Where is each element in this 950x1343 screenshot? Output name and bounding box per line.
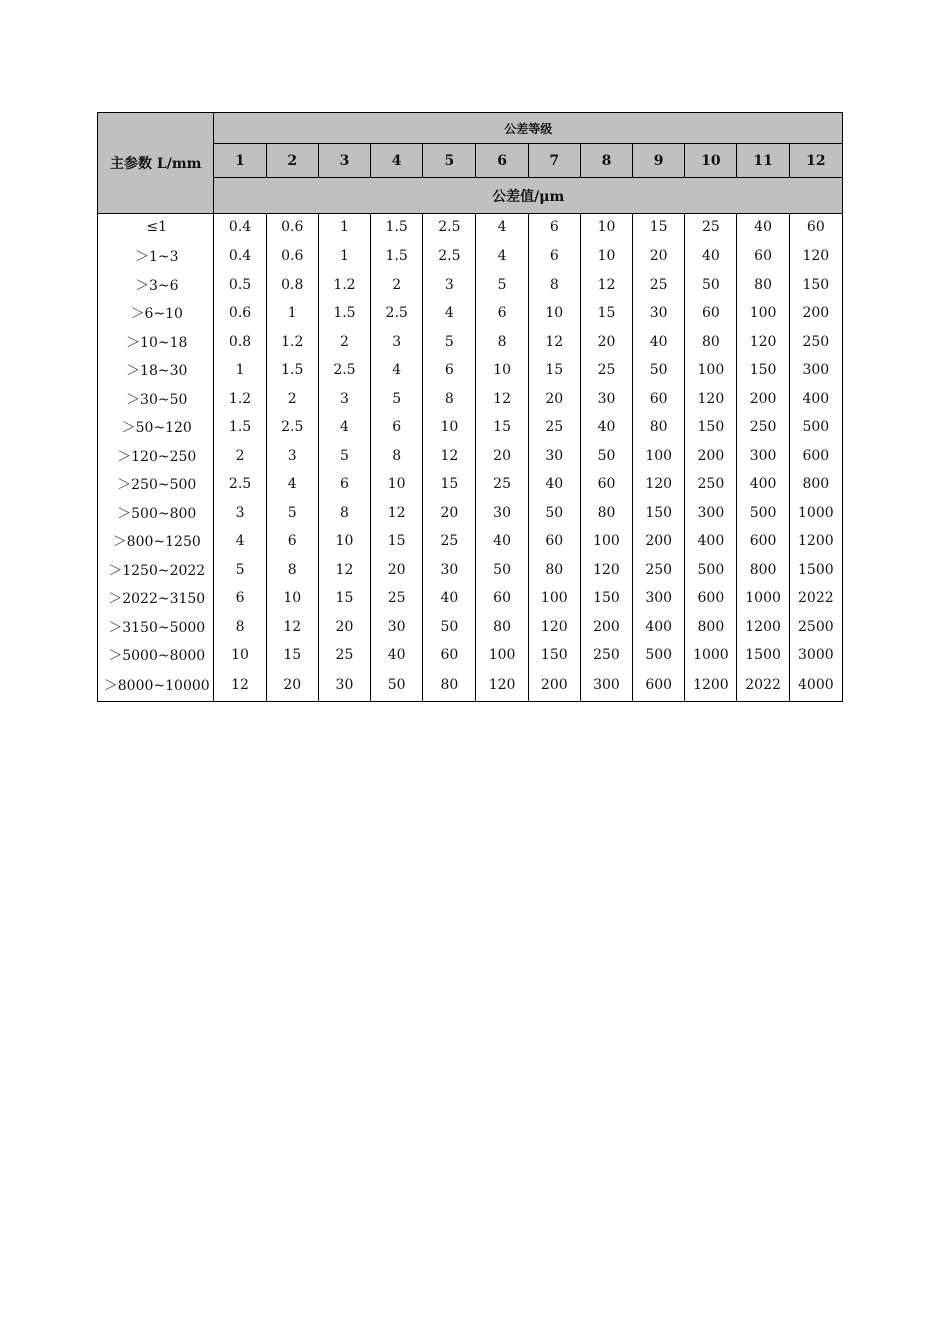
value-cell: 5	[266, 499, 318, 528]
value-cell: 1	[318, 214, 370, 241]
value-cell: 800	[737, 556, 789, 585]
value-cell: 1.2	[318, 271, 370, 300]
value-cell: 15	[528, 356, 580, 385]
value-cell: 0.6	[266, 241, 318, 271]
range-cell: ＞3~6	[98, 271, 214, 300]
range-cell: ＞6~10	[98, 299, 214, 328]
value-cell: 200	[580, 613, 632, 642]
value-cell: 4	[476, 241, 528, 271]
value-cell: 6	[528, 241, 580, 271]
grade-number-cell: 10	[685, 144, 737, 178]
value-cell: 300	[580, 670, 632, 702]
range-cell: ＞250~500	[98, 470, 214, 499]
grade-number-cell: 3	[318, 144, 370, 178]
value-cell: 300	[737, 442, 789, 471]
value-cell: 500	[685, 556, 737, 585]
value-cell: 10	[266, 584, 318, 613]
value-cell: 50	[423, 613, 476, 642]
table-row	[98, 241, 843, 271]
grade-number-cell: 6	[476, 144, 528, 178]
value-cell: 120	[528, 613, 580, 642]
value-cell: 1200	[685, 670, 737, 702]
table-body	[98, 113, 843, 702]
value-cell: 20	[633, 241, 685, 271]
value-cell: 1.5	[371, 214, 423, 241]
value-cell: 2.5	[214, 470, 266, 499]
value-cell: 250	[789, 328, 842, 357]
value-cell: 5	[423, 328, 476, 357]
value-cell: 2	[266, 385, 318, 414]
value-cell: 6	[423, 356, 476, 385]
unit-header: 公差值/μm	[214, 178, 843, 214]
value-cell: 500	[737, 499, 789, 528]
value-cell: 300	[685, 499, 737, 528]
table-row	[98, 613, 843, 642]
value-cell: 1.5	[371, 241, 423, 271]
value-cell: 8	[423, 385, 476, 414]
value-cell: 3	[371, 328, 423, 357]
value-cell: 25	[633, 271, 685, 300]
value-cell: 20	[580, 328, 632, 357]
table-row	[98, 670, 843, 702]
value-cell: 10	[423, 413, 476, 442]
range-cell: ＞1~3	[98, 241, 214, 271]
range-cell: ＞18~30	[98, 356, 214, 385]
value-cell: 5	[318, 442, 370, 471]
table-row	[98, 413, 843, 442]
value-cell: 40	[737, 214, 789, 241]
value-cell: 800	[789, 470, 842, 499]
value-cell: 200	[737, 385, 789, 414]
value-cell: 50	[371, 670, 423, 702]
value-cell: 2.5	[423, 214, 476, 241]
value-cell: 2022	[789, 584, 842, 613]
range-cell: ＞2022~3150	[98, 584, 214, 613]
value-cell: 80	[737, 271, 789, 300]
value-cell: 1	[266, 299, 318, 328]
value-cell: 3	[214, 499, 266, 528]
value-cell: 600	[685, 584, 737, 613]
value-cell: 12	[318, 556, 370, 585]
value-cell: 500	[789, 413, 842, 442]
value-cell: 8	[266, 556, 318, 585]
value-cell: 2.5	[266, 413, 318, 442]
value-cell: 80	[685, 328, 737, 357]
value-cell: 40	[685, 241, 737, 271]
value-cell: 2022	[737, 670, 789, 702]
value-cell: 30	[423, 556, 476, 585]
grade-number-cell: 1	[214, 144, 266, 178]
value-cell: 12	[528, 328, 580, 357]
value-cell: 600	[737, 527, 789, 556]
value-cell: 10	[318, 527, 370, 556]
table-row	[98, 499, 843, 528]
value-cell: 1.2	[214, 385, 266, 414]
table-row	[98, 356, 843, 385]
value-cell: 150	[789, 271, 842, 300]
table-row	[98, 584, 843, 613]
value-cell: 10	[476, 356, 528, 385]
value-cell: 120	[476, 670, 528, 702]
value-cell: 50	[685, 271, 737, 300]
value-cell: 8	[528, 271, 580, 300]
value-cell: 1000	[737, 584, 789, 613]
value-cell: 3000	[789, 641, 842, 670]
table-row	[98, 442, 843, 471]
value-cell: 30	[371, 613, 423, 642]
value-cell: 12	[371, 499, 423, 528]
value-cell: 2	[371, 271, 423, 300]
table-row	[98, 385, 843, 414]
value-cell: 150	[633, 499, 685, 528]
value-cell: 0.8	[214, 328, 266, 357]
value-cell: 20	[423, 499, 476, 528]
value-cell: 40	[633, 328, 685, 357]
value-cell: 40	[580, 413, 632, 442]
value-cell: 100	[633, 442, 685, 471]
value-cell: 200	[789, 299, 842, 328]
grade-number-cell: 9	[633, 144, 685, 178]
value-cell: 50	[476, 556, 528, 585]
value-cell: 100	[580, 527, 632, 556]
value-cell: 12	[214, 670, 266, 702]
value-cell: 100	[476, 641, 528, 670]
grade-number-cell: 4	[371, 144, 423, 178]
value-cell: 150	[580, 584, 632, 613]
value-cell: 100	[528, 584, 580, 613]
value-cell: 600	[633, 670, 685, 702]
value-cell: 15	[266, 641, 318, 670]
range-cell: ≤1	[98, 214, 214, 241]
value-cell: 3	[266, 442, 318, 471]
value-cell: 15	[318, 584, 370, 613]
value-cell: 6	[214, 584, 266, 613]
value-cell: 400	[737, 470, 789, 499]
value-cell: 25	[580, 356, 632, 385]
value-cell: 300	[789, 356, 842, 385]
value-cell: 80	[580, 499, 632, 528]
value-cell: 1500	[789, 556, 842, 585]
value-cell: 200	[685, 442, 737, 471]
value-cell: 6	[318, 470, 370, 499]
value-cell: 1.5	[214, 413, 266, 442]
value-cell: 1	[214, 356, 266, 385]
value-cell: 5	[371, 385, 423, 414]
value-cell: 120	[580, 556, 632, 585]
value-cell: 4	[318, 413, 370, 442]
value-cell: 30	[318, 670, 370, 702]
value-cell: 6	[266, 527, 318, 556]
grade-number-cell: 12	[789, 144, 842, 178]
value-cell: 1500	[737, 641, 789, 670]
value-cell: 25	[318, 641, 370, 670]
value-cell: 2	[318, 328, 370, 357]
value-cell: 5	[476, 271, 528, 300]
value-cell: 0.8	[266, 271, 318, 300]
value-cell: 15	[580, 299, 632, 328]
value-cell: 2	[214, 442, 266, 471]
value-cell: 100	[685, 356, 737, 385]
value-cell: 60	[789, 214, 842, 241]
range-cell: ＞120~250	[98, 442, 214, 471]
grade-number-cell: 11	[737, 144, 789, 178]
value-cell: 4	[214, 527, 266, 556]
value-cell: 4000	[789, 670, 842, 702]
value-cell: 60	[423, 641, 476, 670]
value-cell: 30	[528, 442, 580, 471]
tolerance-table	[97, 112, 843, 702]
table-row	[98, 299, 843, 328]
value-cell: 20	[318, 613, 370, 642]
value-cell: 40	[423, 584, 476, 613]
value-cell: 4	[266, 470, 318, 499]
value-cell: 15	[423, 470, 476, 499]
value-cell: 40	[528, 470, 580, 499]
range-cell: ＞5000~8000	[98, 641, 214, 670]
table-row	[98, 641, 843, 670]
range-cell: ＞10~18	[98, 328, 214, 357]
grade-number-cell: 5	[423, 144, 476, 178]
value-cell: 5	[214, 556, 266, 585]
header-row-grade	[98, 113, 843, 144]
table-row	[98, 527, 843, 556]
value-cell: 1.2	[266, 328, 318, 357]
value-cell: 20	[266, 670, 318, 702]
range-cell: ＞30~50	[98, 385, 214, 414]
value-cell: 2.5	[423, 241, 476, 271]
table-row	[98, 214, 843, 241]
range-cell: ＞800~1250	[98, 527, 214, 556]
value-cell: 0.4	[214, 214, 266, 241]
param-header: 主参数 L/mm	[98, 113, 214, 214]
value-cell: 50	[633, 356, 685, 385]
value-cell: 120	[633, 470, 685, 499]
value-cell: 12	[580, 271, 632, 300]
value-cell: 80	[476, 613, 528, 642]
value-cell: 20	[528, 385, 580, 414]
value-cell: 120	[737, 328, 789, 357]
value-cell: 4	[476, 214, 528, 241]
range-cell: ＞500~800	[98, 499, 214, 528]
value-cell: 4	[423, 299, 476, 328]
value-cell: 1	[318, 241, 370, 271]
value-cell: 10	[528, 299, 580, 328]
table-row	[98, 470, 843, 499]
value-cell: 60	[685, 299, 737, 328]
value-cell: 80	[423, 670, 476, 702]
range-cell: ＞50~120	[98, 413, 214, 442]
value-cell: 600	[789, 442, 842, 471]
value-cell: 60	[580, 470, 632, 499]
value-cell: 150	[737, 356, 789, 385]
value-cell: 80	[528, 556, 580, 585]
value-cell: 60	[476, 584, 528, 613]
value-cell: 60	[528, 527, 580, 556]
range-cell: ＞1250~2022	[98, 556, 214, 585]
value-cell: 80	[633, 413, 685, 442]
value-cell: 400	[633, 613, 685, 642]
value-cell: 100	[737, 299, 789, 328]
value-cell: 250	[737, 413, 789, 442]
value-cell: 1.5	[318, 299, 370, 328]
value-cell: 0.6	[266, 214, 318, 241]
value-cell: 10	[580, 214, 632, 241]
value-cell: 2.5	[318, 356, 370, 385]
value-cell: 15	[476, 413, 528, 442]
value-cell: 1200	[737, 613, 789, 642]
value-cell: 10	[214, 641, 266, 670]
value-cell: 6	[476, 299, 528, 328]
table-row	[98, 271, 843, 300]
value-cell: 200	[528, 670, 580, 702]
value-cell: 15	[371, 527, 423, 556]
value-cell: 120	[789, 241, 842, 271]
value-cell: 200	[633, 527, 685, 556]
grade-number-cell: 8	[580, 144, 632, 178]
value-cell: 0.6	[214, 299, 266, 328]
value-cell: 0.5	[214, 271, 266, 300]
value-cell: 30	[476, 499, 528, 528]
value-cell: 50	[528, 499, 580, 528]
value-cell: 60	[633, 385, 685, 414]
range-cell: ＞3150~5000	[98, 613, 214, 642]
value-cell: 800	[685, 613, 737, 642]
value-cell: 3	[318, 385, 370, 414]
value-cell: 300	[633, 584, 685, 613]
value-cell: 40	[371, 641, 423, 670]
value-cell: 12	[423, 442, 476, 471]
grade-number-cell: 7	[528, 144, 580, 178]
value-cell: 25	[528, 413, 580, 442]
value-cell: 8	[371, 442, 423, 471]
value-cell: 1000	[685, 641, 737, 670]
value-cell: 30	[633, 299, 685, 328]
value-cell: 400	[685, 527, 737, 556]
value-cell: 25	[371, 584, 423, 613]
table-row	[98, 556, 843, 585]
value-cell: 10	[371, 470, 423, 499]
value-cell: 3	[423, 271, 476, 300]
value-cell: 250	[633, 556, 685, 585]
value-cell: 1000	[789, 499, 842, 528]
value-cell: 0.4	[214, 241, 266, 271]
value-cell: 40	[476, 527, 528, 556]
value-cell: 12	[266, 613, 318, 642]
value-cell: 2500	[789, 613, 842, 642]
value-cell: 25	[685, 214, 737, 241]
grade-header: 公差等级	[214, 113, 843, 144]
grade-number-cell: 2	[266, 144, 318, 178]
value-cell: 8	[214, 613, 266, 642]
value-cell: 6	[528, 214, 580, 241]
value-cell: 8	[476, 328, 528, 357]
value-cell: 400	[789, 385, 842, 414]
value-cell: 20	[371, 556, 423, 585]
value-cell: 500	[633, 641, 685, 670]
value-cell: 250	[580, 641, 632, 670]
value-cell: 150	[685, 413, 737, 442]
value-cell: 120	[685, 385, 737, 414]
value-cell: 2.5	[371, 299, 423, 328]
value-cell: 60	[737, 241, 789, 271]
range-cell: ＞8000~10000	[98, 670, 214, 702]
value-cell: 30	[580, 385, 632, 414]
value-cell: 1200	[789, 527, 842, 556]
value-cell: 10	[580, 241, 632, 271]
value-cell: 8	[318, 499, 370, 528]
value-cell: 4	[371, 356, 423, 385]
value-cell: 25	[423, 527, 476, 556]
value-cell: 12	[476, 385, 528, 414]
value-cell: 25	[476, 470, 528, 499]
value-cell: 15	[633, 214, 685, 241]
value-cell: 50	[580, 442, 632, 471]
value-cell: 20	[476, 442, 528, 471]
value-cell: 150	[528, 641, 580, 670]
table-row	[98, 328, 843, 357]
value-cell: 250	[685, 470, 737, 499]
value-cell: 6	[371, 413, 423, 442]
value-cell: 1.5	[266, 356, 318, 385]
